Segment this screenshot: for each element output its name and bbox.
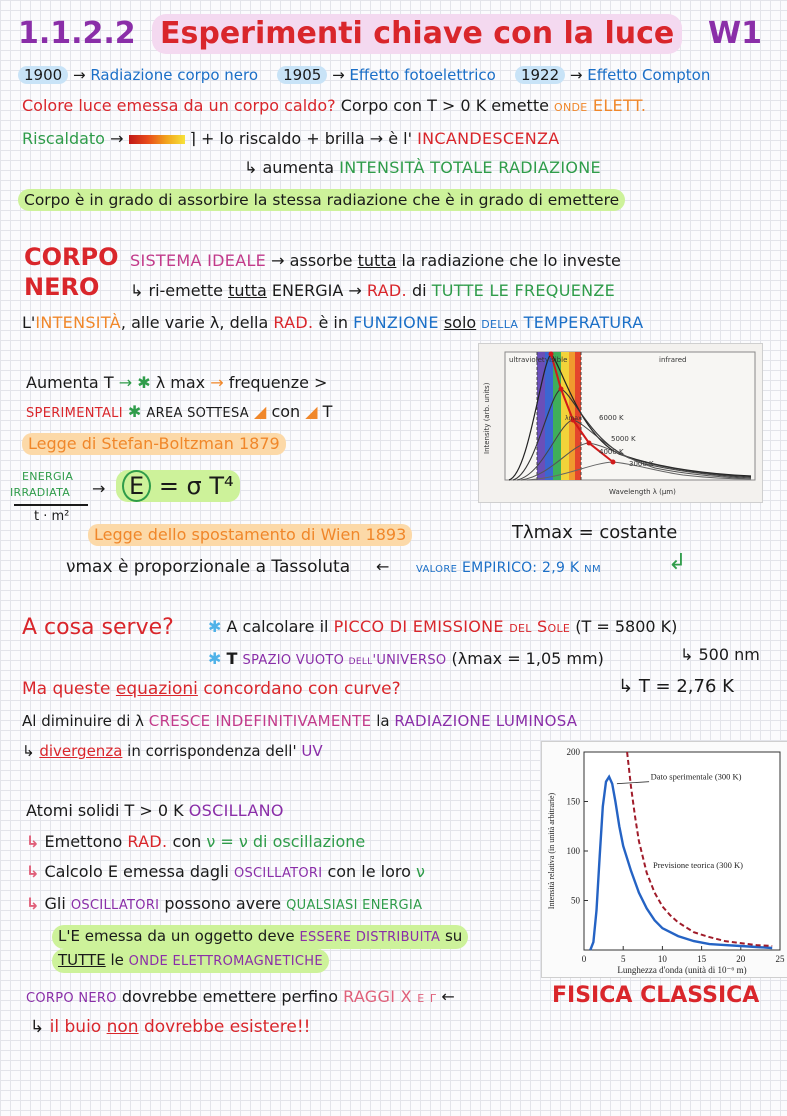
sub-arrow-icon: ↳ bbox=[130, 281, 144, 300]
peak-point bbox=[587, 441, 592, 446]
x-axis-label: Lunghezza d'onda (unità di 10⁻⁶ m) bbox=[617, 965, 747, 975]
experimental-vs-theory-chart bbox=[541, 741, 787, 978]
lambda-max-text: λ max bbox=[155, 373, 206, 392]
intensity-label: INTENSITÀ bbox=[35, 313, 121, 332]
decrease-text: Al diminuire di λ bbox=[22, 712, 145, 730]
x-tick-label: 20 bbox=[736, 954, 746, 964]
nu-symbol: ν bbox=[416, 862, 425, 881]
energy-label: ENERGIA bbox=[22, 470, 74, 483]
asterisk-icon: ✱ bbox=[208, 649, 222, 668]
ir-label: infrared bbox=[659, 356, 687, 364]
x-tick-label: 0 bbox=[581, 954, 587, 964]
energy-symbol: E bbox=[122, 470, 151, 502]
oscillators-label: OSCILLATORI bbox=[70, 898, 160, 913]
usage-line-2 bbox=[208, 648, 604, 672]
empty-space-label: SPAZIO VUOTO dell'UNIVERSO bbox=[242, 653, 447, 668]
body-condition: Corpo con T > 0 K emette bbox=[340, 96, 549, 115]
arrow-icon: → bbox=[348, 281, 362, 300]
equations-question bbox=[22, 678, 401, 700]
intensity-line bbox=[244, 157, 601, 179]
asterisk-icon: ✱ bbox=[127, 402, 142, 421]
arrow-left-icon: ← bbox=[376, 557, 390, 576]
with-their-text: con le loro bbox=[327, 862, 411, 881]
sub-arrow-icon: ↳ bbox=[26, 894, 40, 913]
corner-arrow-icon: ↲ bbox=[668, 550, 687, 575]
year-1922: 1922 bbox=[515, 66, 565, 84]
any-energy-label: QUALSIASI ENERGIA bbox=[286, 898, 423, 913]
with-text: con bbox=[172, 832, 202, 851]
should-exist-text: dovrebbe esistere!! bbox=[143, 1017, 311, 1037]
formula-rest: = σ T⁴ bbox=[158, 472, 234, 500]
distribution-line-1 bbox=[52, 925, 468, 949]
y-tick-label: 50 bbox=[571, 895, 580, 906]
classical-physics-label: FISICA CLASSICA bbox=[552, 983, 760, 1008]
y-axis-label: Intensity (arb. units) bbox=[483, 382, 491, 454]
intro-question bbox=[22, 95, 646, 117]
series-label-experimental: Dato sperimentale (300 K) bbox=[650, 771, 742, 782]
sun-temp: (T = 5800 K) bbox=[575, 617, 678, 636]
can-have-text: possono avere bbox=[164, 894, 281, 913]
arrow-icon: → bbox=[118, 373, 133, 392]
bb-line-3 bbox=[22, 312, 643, 334]
irradiated-label: IRRADIATA bbox=[10, 486, 71, 499]
divergence-text: divergenza bbox=[39, 742, 123, 760]
arrow-icon: → bbox=[271, 251, 285, 270]
all-text: tutta bbox=[357, 251, 397, 270]
stefan-law: Legge di Stefan-Boltzman 1879 bbox=[22, 433, 286, 455]
the-text: le bbox=[110, 951, 124, 969]
peak-point bbox=[611, 460, 616, 465]
page-title: Esperimenti chiave con la luce bbox=[152, 14, 682, 54]
calc-text: A calcolare il bbox=[226, 617, 329, 636]
luminous-radiation-label: RADIAZIONE LUMINOSA bbox=[394, 712, 578, 730]
arrow-icon: → bbox=[210, 373, 224, 392]
wavelength-value: 500 nm bbox=[698, 645, 760, 664]
atoms-line-3 bbox=[26, 861, 425, 885]
asterisk-icon: ✱ bbox=[137, 373, 151, 392]
divergence-line-1 bbox=[22, 710, 577, 732]
ideal-system-label: SISTEMA IDEALE bbox=[130, 251, 267, 270]
stefan-formula bbox=[116, 470, 240, 502]
distribution-line-2 bbox=[52, 949, 329, 973]
label-5000k: 5000 K bbox=[611, 435, 636, 443]
arrow-icon: → bbox=[569, 66, 583, 84]
arrow-icon: → bbox=[369, 129, 384, 148]
sun-peak-label: PICCO DI EMISSIONE del Sole bbox=[333, 617, 571, 636]
reemits-text: ri-emette bbox=[148, 281, 223, 300]
total-intensity-label: INTENSITÀ TOTALE RADIAZIONE bbox=[339, 158, 601, 177]
sub-arrow-icon: ↳ bbox=[244, 158, 258, 177]
arrow-left-icon: ← bbox=[441, 987, 455, 1006]
heating-line bbox=[22, 128, 560, 150]
rad-label: RAD. bbox=[366, 281, 407, 300]
nero-label: NERO bbox=[24, 273, 100, 301]
emitted-energy-text: L'E emessa da un oggetto deve bbox=[58, 927, 295, 945]
sub-arrow-icon: ↳ bbox=[618, 676, 634, 697]
y-axis-label: Intensità relativa (in unità arbitrarie) bbox=[547, 792, 556, 910]
di-text: di bbox=[412, 281, 427, 300]
xray-gamma-label: RAGGI X e γ bbox=[343, 987, 437, 1006]
increase-t-text: Aumenta T bbox=[26, 373, 114, 392]
absorbs-text: assorbe bbox=[289, 251, 353, 270]
y-tick-label: 150 bbox=[566, 796, 580, 807]
timeline bbox=[18, 64, 710, 86]
usage-line-1 bbox=[208, 616, 677, 638]
sub-arrow-icon: ↳ bbox=[680, 645, 694, 664]
bracket-icon: ⌉ bbox=[189, 129, 196, 148]
the-text: L' bbox=[22, 313, 36, 332]
label-3000k: 3000 K bbox=[629, 460, 654, 468]
label-4000k: 4000 K bbox=[599, 448, 624, 456]
waves-label: onde ELETT. bbox=[554, 96, 647, 115]
label-6000k: 6000 K bbox=[599, 414, 624, 422]
x-tick-label: 25 bbox=[775, 954, 785, 964]
text-1922: Effetto Compton bbox=[587, 66, 711, 84]
exp-line-2 bbox=[26, 401, 332, 425]
week-label: W1 bbox=[708, 16, 762, 51]
calc-text: Calcolo E emessa dagli bbox=[44, 862, 229, 881]
arrow-icon: → bbox=[72, 66, 86, 84]
wien-constant: Tλmax = costante bbox=[512, 522, 678, 543]
atoms-line bbox=[26, 800, 284, 822]
empirical-value: valore EMPIRICO: 2,9 K nm bbox=[416, 560, 601, 576]
absorbs-rest: la radiazione che lo investe bbox=[401, 251, 621, 270]
atoms-line-4 bbox=[26, 893, 422, 917]
bb-line-2 bbox=[130, 280, 615, 302]
t-symbol: T bbox=[322, 402, 333, 421]
bb-line-1 bbox=[130, 250, 621, 272]
space-temperature bbox=[618, 676, 734, 698]
year-1905: 1905 bbox=[277, 66, 327, 84]
all-text: tutta bbox=[228, 281, 267, 300]
experimental-label: SPERIMENTALI bbox=[26, 406, 123, 421]
black-body-label: CORPO NERO bbox=[26, 991, 117, 1006]
unit-label: t · m² bbox=[34, 509, 70, 524]
exp-line-1 bbox=[26, 372, 327, 394]
sub-arrow-icon: ↳ bbox=[30, 1017, 45, 1037]
the-text: la bbox=[376, 712, 390, 730]
function-label: FUNZIONE bbox=[353, 313, 439, 332]
year-1900: 1900 bbox=[18, 66, 68, 84]
frequency-equation: ν = ν di oscillazione bbox=[206, 832, 366, 851]
not-text: non bbox=[106, 1017, 139, 1037]
on-text: su bbox=[444, 927, 463, 945]
section-number: 1.1.2.2 bbox=[18, 16, 136, 51]
heat-text: + lo riscaldo + brilla bbox=[201, 129, 365, 148]
agree-text: concordano con curve? bbox=[203, 679, 401, 699]
t-symbol: T bbox=[226, 649, 238, 668]
oscillate-label: OSCILLANO bbox=[188, 801, 284, 820]
text-1905: Effetto fotoelettrico bbox=[349, 66, 496, 84]
atoms-text: Atomi solidi T > 0 K bbox=[26, 801, 184, 820]
sub-arrow-icon: ↳ bbox=[22, 742, 35, 760]
area-label: AREA SOTTESA bbox=[146, 406, 249, 421]
text-1900: Radiazione corpo nero bbox=[90, 66, 259, 84]
arrow-icon: → bbox=[92, 479, 106, 498]
atoms-line-2 bbox=[26, 831, 365, 853]
increases-text: aumenta bbox=[262, 158, 335, 177]
space-lambda: (λmax = 1,05 mm) bbox=[451, 649, 604, 668]
but-text: Ma queste bbox=[22, 679, 111, 699]
incandescence-label: INCANDESCENZA bbox=[417, 129, 560, 148]
color-gradient-icon bbox=[129, 135, 185, 144]
series-label-theoretical: Previsione teorica (300 K) bbox=[652, 859, 743, 870]
peak-point bbox=[559, 387, 564, 392]
oscillators-label: OSCILLATORI bbox=[233, 866, 323, 881]
classical-physics-line bbox=[26, 986, 455, 1010]
y-tick-label: 200 bbox=[566, 747, 580, 757]
corpo-label: CORPO bbox=[24, 243, 119, 271]
rad-label: RAD. bbox=[127, 832, 168, 851]
question-text: Colore luce emessa da un corpo caldo? bbox=[22, 96, 336, 115]
sub-arrow-icon: ↳ bbox=[26, 832, 40, 851]
is-in-text: è in bbox=[318, 313, 348, 332]
asterisk-icon: ✱ bbox=[208, 617, 222, 636]
increasing-triangle-icon: ◢ bbox=[254, 402, 267, 421]
all-frequencies-label: TUTTE LE FREQUENZE bbox=[431, 281, 616, 300]
only-text: solo bbox=[443, 313, 477, 332]
at-lambda-text: , alle varie λ, della bbox=[120, 313, 269, 332]
heated-label: Riscaldato bbox=[22, 129, 105, 148]
arrow-icon: → bbox=[110, 129, 124, 148]
distributed-label: ESSERE DISTRIBUITA bbox=[299, 930, 441, 945]
should-emit-text: dovrebbe emettere perfino bbox=[121, 987, 338, 1006]
all-text: TUTTE bbox=[58, 951, 106, 969]
blackbody-spectrum-chart bbox=[478, 343, 763, 503]
grows-label: CRESCE INDEFINITIVAMENTE bbox=[148, 712, 372, 730]
sub-arrow-icon: ↳ bbox=[26, 862, 40, 881]
with-text: con bbox=[271, 402, 301, 421]
usage-question: A cosa serve? bbox=[22, 615, 174, 640]
correspondence-text: in corrispondenza dell' bbox=[127, 742, 297, 760]
lambda-max-label: λmax bbox=[565, 415, 582, 422]
emit-text: Emettono bbox=[44, 832, 123, 851]
sun-wavelength bbox=[680, 644, 760, 666]
uv-label: ultraviolet bbox=[509, 356, 545, 364]
darkness-line bbox=[30, 1016, 310, 1038]
rad-label: RAD. bbox=[273, 313, 314, 332]
energy-text: ENERGIA bbox=[271, 281, 344, 300]
wien-law: Legge dello spostamento di Wien 1893 bbox=[88, 524, 412, 546]
y-tick-label: 100 bbox=[566, 846, 580, 856]
em-waves-label: ONDE ELETTROMAGNETICHE bbox=[128, 954, 323, 969]
uv-label: UV bbox=[301, 742, 323, 760]
blue-band bbox=[545, 352, 553, 480]
x-tick-label: 5 bbox=[620, 954, 626, 964]
the-text: Gli bbox=[44, 894, 66, 913]
increasing-triangle-icon: ◢ bbox=[305, 402, 318, 421]
temperature-value: T = 2,76 K bbox=[638, 676, 734, 697]
frequencies-text: frequenze > bbox=[228, 373, 328, 392]
heat-text-2: è l' bbox=[388, 129, 412, 148]
temperature-label: della TEMPERATURA bbox=[481, 313, 644, 332]
x-tick-label: 15 bbox=[697, 954, 707, 964]
wien-proportional: νmax è proporzionale a Tassoluta bbox=[66, 557, 351, 577]
arrow-icon: → bbox=[332, 66, 345, 84]
visible-label: visible bbox=[545, 356, 568, 364]
darkness-text: il buio bbox=[49, 1017, 102, 1037]
x-axis-label: Wavelength λ (μm) bbox=[609, 488, 676, 496]
equations-text: equazioni bbox=[115, 679, 198, 699]
x-tick-label: 10 bbox=[657, 954, 667, 964]
absorb-statement: Corpo è in grado di assorbire la stessa radiazione che è in grado di emettere bbox=[18, 189, 625, 211]
divergence-line-2 bbox=[22, 740, 323, 762]
